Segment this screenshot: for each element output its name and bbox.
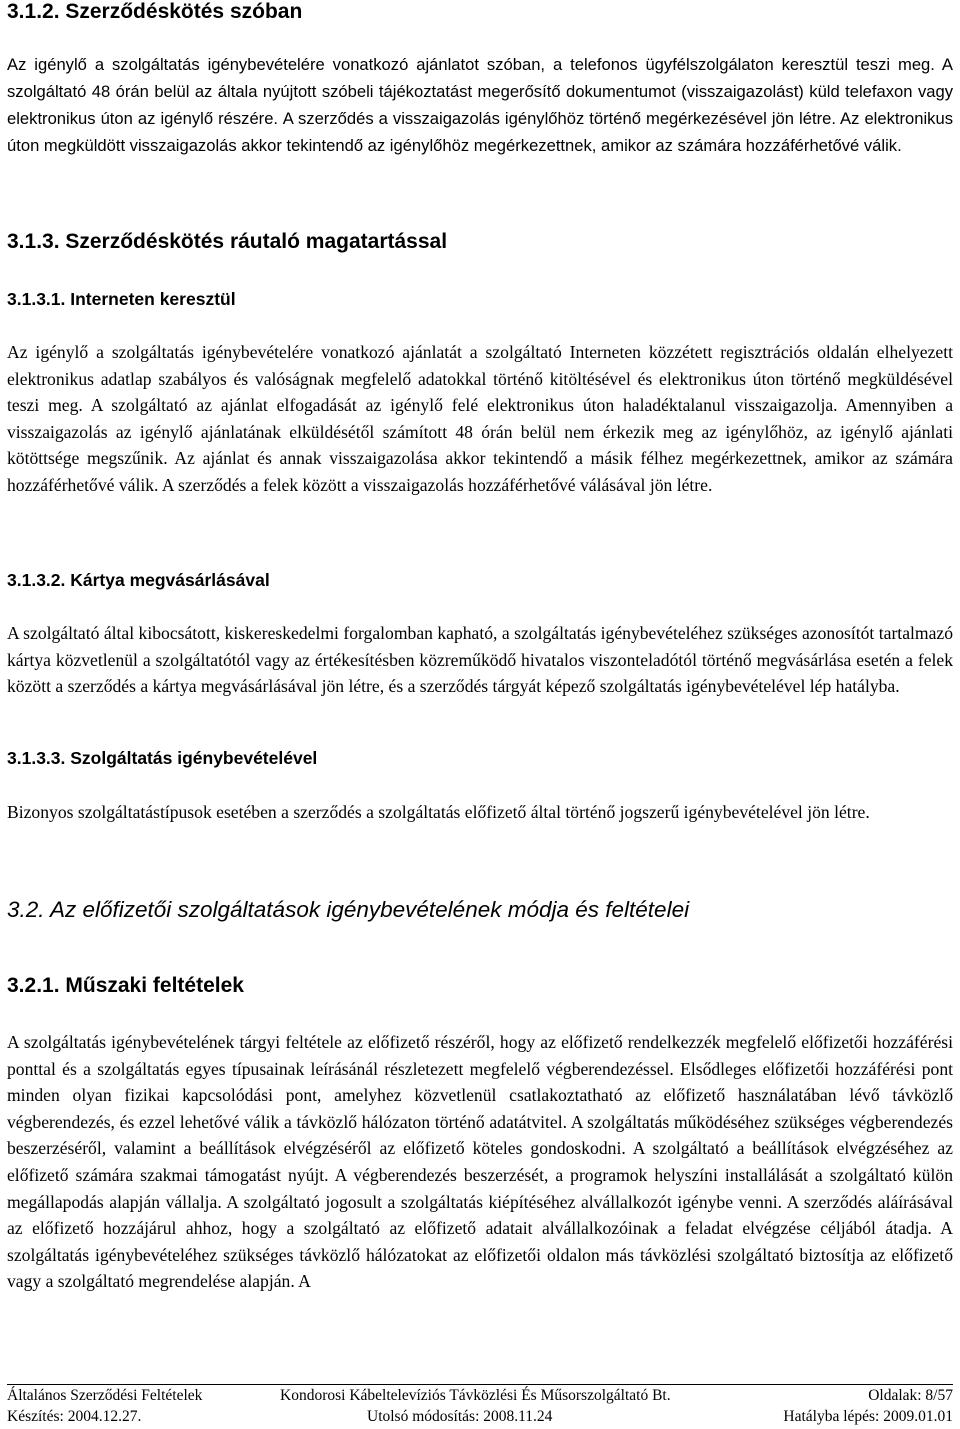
paragraph-3-1-2-rest: A szerződés a visszaigazolás igénylőhöz történő megérkezésével jön létre. Az elektronikus úton megküldött visszaigazolás akkor tekintendő az igénylőhöz megérkezettnek, amikor az számára hozzáférhetővé válik. <box>7 109 953 155</box>
section-heading-3-1-3-2: 3.1.3.2. Kártya megvásárlásával <box>7 570 270 590</box>
paragraph-3-1-3-1: Az igénylő a szolgáltatás igénybevételére vonatkozó ajánlatát a szolgáltató Interneten közzétett regisztrációs oldalán elhelyezett elektronikus adatlap szabályos és valóságnak megfelelő adatokkal történő kitöltésével és elektronikus úton történő megküldésével teszi meg. A szolgáltató az ajánlat elfogadását az igénylő felé elektronikus úton haladéktalanul visszaigazolja. Amennyiben a visszaigazolás az igénylő ajánlatának elküldésétől számított 48 órán belül nem érkezik meg az igénylőhöz, az igénylő ajánlati kötöttsége megszűnik. Az ajánlat és annak visszaigazolása akkor tekintendő a másik félhez megérkezettnek, amikor az számára hozzáférhetővé válik. A szerződés a felek között a visszaigazolás hozzáférhetővé válásával jön létre. <box>7 342 953 495</box>
footer-divider <box>7 1384 953 1385</box>
footer-effective: Hatályba lépés: 2009.01.01 <box>783 1408 953 1425</box>
paragraph-3-1-3-3: Bizonyos szolgáltatástípusok esetében a szerződés a szolgáltatás előfizető által történő jogszerű igénybevételével jön létre. <box>7 802 870 822</box>
footer-doc-title: Általános Szerződési Feltételek <box>7 1387 203 1404</box>
section-heading-3-1-2: 3.1.2. Szerződéskötés szóban <box>7 0 303 23</box>
footer-modified: Utolsó módosítás: 2008.11.24 <box>367 1408 553 1425</box>
footer-pages: Oldalak: 8/57 <box>868 1387 953 1404</box>
section-heading-3-1-3-3: 3.1.3.3. Szolgáltatás igénybevételével <box>7 748 318 768</box>
paragraph-3-1-2 <box>7 51 953 159</box>
paragraph-3-2-1: A szolgáltatás igénybevételének tárgyi feltétele az előfizető részéről, hogy az előfizető rendelkezzék megfelelő előfizetői hozzáférési ponttal és a szolgáltatás egyes típusainak leírásánál részletezett megfelelő végberendezéssel. Elsődleges előfizetői hozzáférési pont minden olyan fizikai kapcsolódási pont, amelyhez közvetlenül csatlakoztatható az előfizető használatában lévő távközlő végberendezés, és ezzel lehetővé válik a távközlő hálózaton történő adatátvitel. A szolgáltatás működéséhez szükséges végberendezés beszerzéséről, valamint a beállítások elvégzéséről az előfizető köteles gondoskodni. A szolgáltató a beállítások elvégzéséhez az előfizető számára szakmai támogatást nyújt. A végberendezés beszerzését, a programok helyszíni installálását a szolgáltató külön megállapodás alapján vállalja. A szolgáltató jogosult a szolgáltatás kiépítéséhez alvállalkozót igénybe venni. A szerződés aláírásával az előfizető hozzájárul ahhoz, hogy a szolgáltató az előfizető adatait alvállalkozóinak a feladat elvégzése céljából átadja. A szolgáltatás igénybevételéhez szükséges távközlő hálózatokat az előfizetői oldalon más távközlési szolgáltató biztosítja az előfizető vagy a szolgáltató megrendelése alapján. A <box>7 1032 953 1292</box>
footer-created: Készítés: 2004.12.27. <box>7 1408 142 1425</box>
footer-company: Kondorosi Kábeltelevíziós Távközlési És Műsorszolgáltató Bt. <box>280 1387 671 1404</box>
section-heading-3-1-3-1: 3.1.3.1. Interneten keresztül <box>7 289 236 309</box>
footer-row-1 <box>7 1387 953 1407</box>
section-heading-3-1-3: 3.1.3. Szerződéskötés ráutaló magatartással <box>7 230 448 253</box>
section-heading-3-2: 3.2. Az előfizetői szolgáltatások igénybevételének módja és feltételei <box>7 897 690 922</box>
paragraph-3-1-3-2: A szolgáltató által kibocsátott, kiskereskedelmi forgalomban kapható, a szolgáltatás igénybevételéhez szükséges azonosítót tartalmazó kártya közvetlenül a szolgáltatótól vagy az értékesítésben közreműködő hivatalos viszonteladótól történő megvásárlása esetén a felek között a szerződés a kártya megvásárlásával jön létre, és a szerződés tárgyát képező szolgáltatás igénybevételével lép hatályba. <box>7 623 953 697</box>
footer-row-2 <box>7 1408 953 1428</box>
section-heading-3-2-1: 3.2.1. Műszaki feltételek <box>7 974 244 997</box>
paragraph-3-1-2-sans: Az igénylő a szolgáltatás igénybevételére vonatkozó ajánlatot szóban, a telefonos ügyfélszolgálaton keresztül teszi meg. A szolgáltató 48 órán belül az általa nyújtott szóbeli tájékoztatást megerősítő dokumentumot (visszaigazolást) küld telefaxon vagy elektronikus úton az igénylő részére. <box>7 55 953 128</box>
